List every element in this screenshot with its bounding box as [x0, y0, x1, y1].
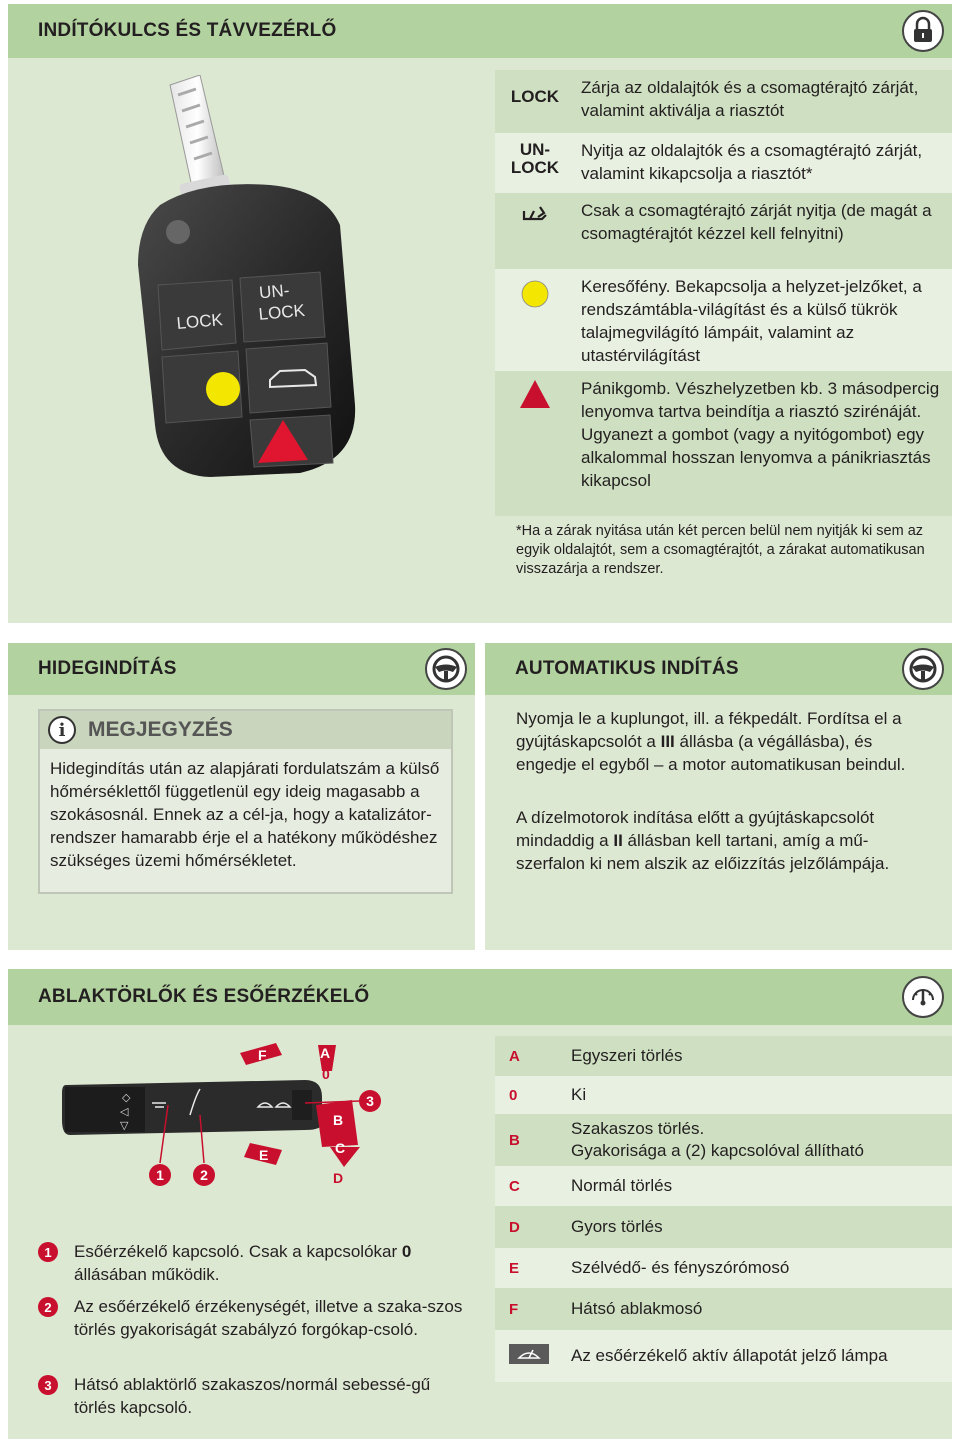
lock-button[interactable]: [158, 280, 236, 350]
row-text: Zárja az oldalajtók és a csomagtérajtó zárját, valamint aktiválja a riasztót: [581, 78, 919, 120]
auto-start-paragraph-2: A dízelmotorok indítása előtt a gyújtáskapcsolót mindaddig a II állásban kell tartani, amíg a mű-szerfalon ki nem alszik az előizzítás jelzőlámpája.: [516, 808, 890, 873]
section-title: AUTOMATIKUS INDÍTÁS: [515, 658, 739, 679]
svg-text:3: 3: [366, 1093, 374, 1109]
svg-text:▽: ▽: [120, 1120, 129, 1132]
diagram-label-c: C: [335, 1140, 346, 1156]
auto-start-header: [485, 643, 952, 695]
diagram-label-e: E: [259, 1147, 269, 1163]
wiper-legend-table: [495, 1036, 952, 1382]
note-label: MEGJEGYZÉS: [88, 718, 233, 741]
legend-letter: B: [509, 1131, 520, 1149]
trunk-icon: [495, 193, 575, 229]
table-row: [495, 1036, 952, 1076]
section-title: HIDEGINDÍTÁS: [38, 658, 177, 679]
table-row: [495, 1114, 952, 1166]
approach-light-button[interactable]: [162, 351, 242, 423]
table-row: [495, 70, 952, 133]
steering-wheel-icon: [902, 648, 944, 690]
red-triangle-icon: [495, 371, 575, 409]
key-blade: [170, 75, 231, 200]
callout-2: [193, 1164, 215, 1186]
legend-letter: F: [509, 1300, 519, 1318]
number-badge: 2: [38, 1297, 58, 1317]
key-fob-illustration: [130, 75, 370, 485]
table-row: [495, 1166, 952, 1206]
section-title: INDÍTÓKULCS ÉS TÁVVEZÉRLŐ: [38, 20, 337, 41]
key-function-table: [495, 70, 952, 516]
diagram-label-0: 0: [322, 1066, 330, 1082]
diagram-label-d: D: [333, 1170, 344, 1186]
legend-letter: E: [509, 1259, 520, 1277]
numbered-text: Hátsó ablaktörlő szakaszos/normál sebessé-gű törlés kapcsoló.: [74, 1375, 431, 1417]
footnote: *Ha a zárak nyitása után két percen belül nem nyitják ki sem az egyik oldalajtót, sem a csomagtérajtót, a zárakat automatikusan visszazárja a rendszer.: [516, 523, 925, 577]
lock-label: LOCK: [510, 87, 560, 106]
unlock-button-label: UN-: [258, 280, 291, 303]
key-release-button[interactable]: [166, 220, 190, 244]
callout-1: [149, 1164, 171, 1186]
svg-text:◁: ◁: [120, 1106, 129, 1118]
legend-letter: C: [509, 1177, 520, 1195]
legend-letter: 0: [509, 1086, 518, 1104]
number-badge: 1: [38, 1242, 58, 1262]
legend-text: Az esőérzékelő aktív állapotát jelző lámpa: [571, 1346, 888, 1365]
trunk-button[interactable]: [246, 343, 331, 413]
gauge-icon: [902, 976, 944, 1018]
note-header: [40, 711, 451, 749]
steering-wheel-icon: [425, 648, 467, 690]
svg-text:2: 2: [200, 1167, 208, 1183]
svg-text:LOCK: LOCK: [257, 300, 306, 324]
row-text: Keresőfény. Bekapcsolja a helyzet-jelzőket, a rendszámtábla-világítást és a külső tükrök talajmegvilágító lámpáit, valamint az utastérvilágítást: [581, 277, 922, 365]
row-text: Nyitja az oldalajtók és a csomagtérajtó zárját, valamint kikapcsolja a riasztót*: [581, 141, 923, 183]
unlock-button[interactable]: [240, 272, 325, 342]
lock-button-label: LOCK: [175, 310, 224, 333]
table-row: [495, 269, 952, 371]
wiper-header: [8, 969, 952, 1025]
table-row: [495, 133, 952, 193]
callout-3: [359, 1090, 381, 1112]
numbered-item-1: [38, 1240, 468, 1286]
table-row: [495, 1248, 952, 1288]
legend-text: Ki: [571, 1085, 587, 1104]
panic-button[interactable]: [250, 415, 333, 467]
row-text: Pánikgomb. Vészhelyzetben kb. 3 másodpercig lenyomva tartva beindítja a riasztó szirénáját. Ugyanezt a gombot (vagy a nyitógombot) egy alkalommal hosszan lenyomva a pánikriasztás kikapcsol: [581, 379, 940, 490]
note-box: [38, 709, 453, 894]
table-row: [495, 193, 952, 269]
yellow-circle-icon: [206, 372, 240, 406]
numbered-item-2: [38, 1295, 468, 1341]
diagram-label-a: A: [320, 1045, 331, 1061]
numbered-item-3: [38, 1373, 468, 1419]
key-section-header: [8, 4, 952, 58]
section-title: ABLAKTÖRLŐK ÉS ESŐÉRZÉKELŐ: [38, 986, 370, 1007]
svg-text:◇: ◇: [122, 1092, 131, 1104]
unlock-label: UN- LOCK: [510, 140, 560, 177]
table-row: [495, 371, 952, 516]
row-text: Csak a csomagtérajtó zárját nyitja (de magát a csomagtérajtót kézzel kell felnyitni): [581, 201, 932, 243]
wiper-stalk-diagram: [60, 1035, 400, 1195]
legend-text: Szélvédő- és fényszórómosó: [571, 1258, 790, 1277]
legend-text: Gyors törlés: [571, 1217, 663, 1236]
table-row: [495, 1288, 952, 1330]
rain-sensor-icon: [495, 1344, 555, 1368]
legend-text: Normál törlés: [571, 1176, 673, 1195]
numbered-text: Az esőérzékelő érzékenységét, illetve a szaka-szos törlés gyakoriságát szabályzó forgókap-csoló.: [74, 1297, 463, 1339]
legend-text: Hátsó ablakmosó: [571, 1299, 703, 1318]
legend-letter: A: [509, 1047, 520, 1065]
diagram-label-b: B: [333, 1112, 344, 1128]
diagram-label-f: F: [258, 1047, 267, 1063]
numbered-text: Esőérzékelő kapcsoló. Csak a kapcsolókar 0 állásában működik.: [74, 1242, 412, 1284]
note-text: Hidegindítás után az alapjárati fordulatszám a külső hőmérséklettől függetlenül egy ideig magasabb a szokásosnál. Ennek az a cél-ja, hogy a katalizátor-rendszer hamarabb érje el a hatékony működéshez szükséges üzemi hőmérsékletet.: [50, 759, 440, 870]
table-row: [495, 1330, 952, 1382]
table-row: [495, 1206, 952, 1248]
padlock-icon: [902, 10, 944, 52]
number-badge: 3: [38, 1375, 58, 1395]
cold-start-header: [8, 643, 475, 695]
legend-text: Egyszeri törlés: [571, 1046, 683, 1065]
svg-text:1: 1: [156, 1167, 164, 1183]
legend-text: Szakaszos törlés. Gyakorisága a (2) kapcsolóval állítható: [571, 1119, 864, 1160]
legend-letter: D: [509, 1218, 520, 1236]
info-icon: i: [48, 716, 76, 744]
yellow-circle-icon: [495, 269, 575, 309]
auto-start-paragraph-1: Nyomja le a kuplungot, ill. a fékpedált. Fordítsa el a gyújtáskapcsolót a III állásba (a végállásba), és engedje el egyből – a motor automatikusan beindul.: [516, 709, 906, 774]
